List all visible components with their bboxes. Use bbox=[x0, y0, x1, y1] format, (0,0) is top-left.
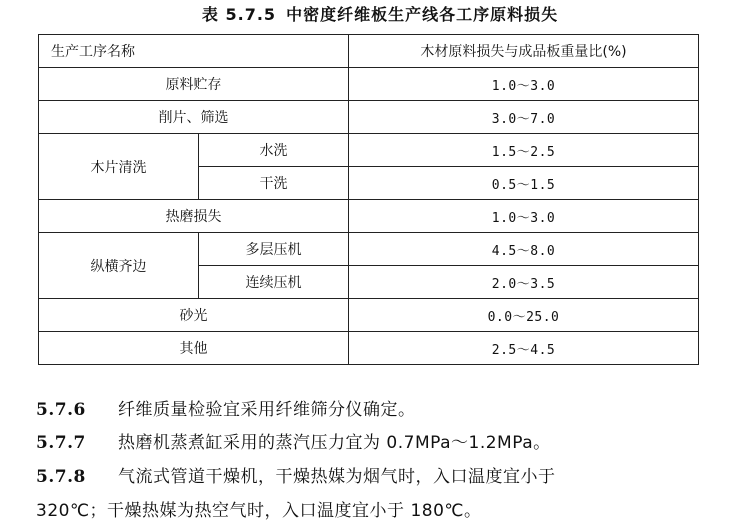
clause-text: 纤维质量检验宜采用纤维筛分仪确定。 bbox=[118, 400, 416, 420]
value-cell: 2.5～4.5 bbox=[349, 332, 699, 365]
process-cell: 热磨损失 bbox=[39, 200, 349, 233]
header-loss-ratio: 木材原料损失与成品板重量比(%) bbox=[349, 35, 699, 68]
table-row bbox=[39, 200, 699, 233]
process-cell: 原料贮存 bbox=[39, 68, 349, 101]
header-process-name: 生产工序名称 bbox=[39, 35, 349, 68]
process-cell: 削片、筛选 bbox=[39, 101, 349, 134]
value-cell: 1.0～3.0 bbox=[349, 200, 699, 233]
clause-5-7-6 bbox=[36, 395, 416, 425]
subprocess-cell: 连续压机 bbox=[199, 266, 349, 299]
clause-number: 5.7.6 bbox=[36, 400, 86, 420]
clause-number: 5.7.8 bbox=[36, 467, 86, 487]
subprocess-cell: 水洗 bbox=[199, 134, 349, 167]
value-cell: 1.5～2.5 bbox=[349, 134, 699, 167]
table-row bbox=[39, 299, 699, 332]
table-row bbox=[39, 68, 699, 101]
value-cell: 2.0～3.5 bbox=[349, 266, 699, 299]
table-row bbox=[39, 134, 699, 167]
table-caption bbox=[150, 4, 610, 26]
subprocess-cell: 干洗 bbox=[199, 167, 349, 200]
value-cell: 0.5～1.5 bbox=[349, 167, 699, 200]
value-cell: 1.0～3.0 bbox=[349, 68, 699, 101]
table-title: 中密度纤维板生产线各工序原料损失 bbox=[286, 5, 559, 24]
value-cell: 0.0～25.0 bbox=[349, 299, 699, 332]
process-cell: 砂光 bbox=[39, 299, 349, 332]
material-loss-table bbox=[38, 34, 699, 365]
value-cell: 4.5～8.0 bbox=[349, 233, 699, 266]
clause-text: 热磨机蒸煮缸采用的蒸汽压力宜为 0.7MPa～1.2MPa。 bbox=[118, 433, 551, 453]
table-row bbox=[39, 332, 699, 365]
value-cell: 3.0～7.0 bbox=[349, 101, 699, 134]
table-row bbox=[39, 101, 699, 134]
table-number: 表 5.7.5 bbox=[201, 5, 277, 24]
clause-5-7-7 bbox=[36, 428, 551, 458]
subprocess-cell: 多层压机 bbox=[199, 233, 349, 266]
clause-5-7-8 bbox=[36, 462, 556, 492]
group-cell: 纵横齐边 bbox=[39, 233, 199, 299]
group-cell: 木片清洗 bbox=[39, 134, 199, 200]
clause-5-7-8-continuation: 320℃；干燥热媒为热空气时，入口温度宜小于 180℃。 bbox=[36, 501, 482, 521]
table-row bbox=[39, 233, 699, 266]
clause-number: 5.7.7 bbox=[36, 433, 86, 453]
clause-text: 气流式管道干燥机，干燥热媒为烟气时，入口温度宜小于 bbox=[118, 467, 556, 487]
table-header-row bbox=[39, 35, 699, 68]
process-cell: 其他 bbox=[39, 332, 349, 365]
